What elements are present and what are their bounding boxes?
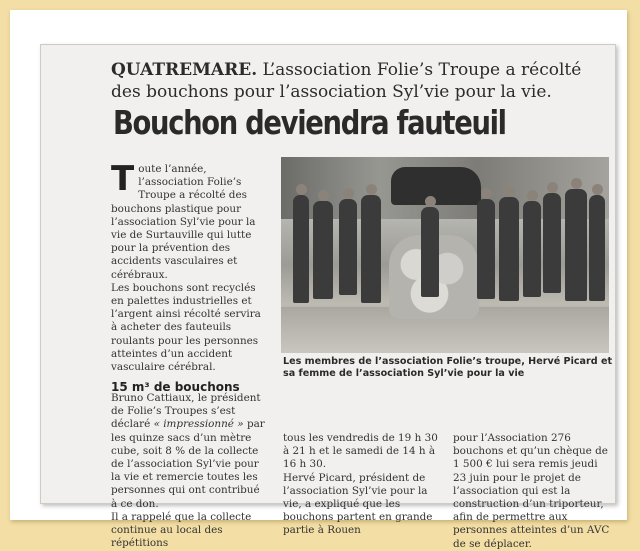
column-3 <box>453 432 611 551</box>
article-kicker <box>111 59 611 103</box>
photo-person <box>421 207 439 297</box>
president-quote: « impressionné » <box>153 418 244 431</box>
newspaper-clipping <box>40 44 616 550</box>
kicker-place: QUATREMARE. <box>111 60 258 80</box>
article-subhead: 15 m³ de bouchons <box>111 380 240 395</box>
photo-person <box>565 189 587 301</box>
photo-person <box>361 195 381 303</box>
photo-person <box>589 195 605 301</box>
paragraph-recycling: Les bouchons sont recyclés en palettes industrielles et l’argent ainsi récolté servira à acheter des fauteuils roulants pour les personnes atteintes d’un accident vasculaire cérébral. <box>111 281 261 374</box>
paragraph-intro: oute l’année, l’association Folie’s Troupe a récolté des bouchons plastique pour l’association Syl’vie pour la vie de Surtauville qui lutte pour la prévention des accidents vasculaires et cérébraux. <box>111 163 256 281</box>
column-2 <box>283 432 443 538</box>
photo-person <box>523 201 541 297</box>
photo-caption: Les membres de l’association Folie’s troupe, Hervé Picard et sa femme de l’association Syl’vie pour la vie <box>283 356 613 380</box>
photo-person <box>313 201 333 299</box>
photo-person <box>499 197 519 301</box>
drop-cap: T <box>111 159 135 199</box>
group-photo <box>281 157 609 353</box>
photo-person <box>543 193 561 293</box>
photo-car <box>391 167 481 205</box>
column-1 <box>111 159 269 399</box>
president-text-b: par les quinze sacs d’un mètre cube, soit 8 % de la collecte de l’association Syl’vie pour la vie et remercie toutes les personnes qui ont contribué à ce don. <box>111 418 265 510</box>
kicker-text: L’association Folie’s Troupe a récolté des bouchons pour l’association Syl’vie pour la vie. <box>111 60 582 102</box>
article-headline: Bouchon deviendra fauteuil <box>113 103 506 142</box>
column-1-continued <box>111 392 269 550</box>
paragraph-cheque: pour l’Association 276 bouchons et qu’un chèque de 1 500 € lui sera remis jeudi 23 juin pour le projet de l’association qui est la construction d’un triporteur, afin de permettre aux personnes atteintes d’un AVC de se déplacer. <box>453 432 610 550</box>
paragraph-president <box>111 392 269 511</box>
president-text-a: Bruno Cattiaux, le président de Folie’s Troupes s’est déclaré <box>111 392 261 431</box>
paragraph-schedule: tous les vendredis de 19 h 30 à 21 h et le samedi de 14 h à 16 h 30. <box>283 432 438 471</box>
photo-person <box>477 199 495 299</box>
photo-person <box>293 195 309 303</box>
photo-frame <box>10 10 627 550</box>
photo-person <box>339 199 357 295</box>
paragraph-collection: Il a rappelé que la collecte continue au local des répétitions <box>111 510 252 550</box>
paragraph-picard: Hervé Picard, président de l’association Syl’vie pour la vie, a expliqué que les bouchons partent en grande partie à Rouen <box>283 471 433 537</box>
